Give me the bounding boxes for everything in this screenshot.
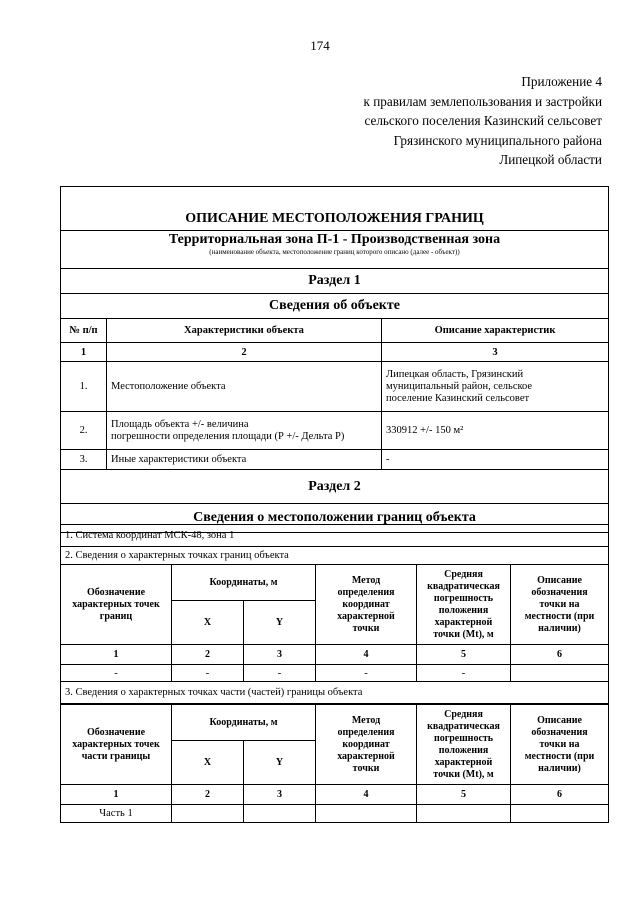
text-line: местности (при xyxy=(524,610,595,622)
doc-title: ОПИСАНИЕ МЕСТОПОЛОЖЕНИЯ ГРАНИЦ xyxy=(61,187,609,231)
col-number: 2 xyxy=(172,785,244,805)
table-row xyxy=(61,362,609,412)
text-line: - xyxy=(386,454,390,465)
text-line: местности (при xyxy=(524,750,595,762)
cell xyxy=(244,805,316,823)
cell xyxy=(316,805,417,823)
text-line: точки xyxy=(352,622,380,634)
text-line: Иные характеристики объекта xyxy=(111,454,247,465)
text-line: характерной xyxy=(337,610,395,622)
text-line: координат xyxy=(342,598,390,610)
text-line: определения xyxy=(337,726,395,738)
table-row xyxy=(61,412,609,450)
row-no: 1. xyxy=(61,362,107,412)
col-number: 3 xyxy=(244,645,316,665)
appendix-line: Липецкой области xyxy=(499,152,602,167)
text-line: погрешность xyxy=(433,592,494,604)
col-number: 5 xyxy=(417,785,511,805)
header-y: Y xyxy=(244,601,316,645)
cell xyxy=(172,805,244,823)
section1-title: Раздел 1 xyxy=(61,269,609,294)
text-line: характерных точек xyxy=(72,738,160,750)
col-number: 2 xyxy=(107,343,382,362)
text-line: Описание xyxy=(537,714,582,726)
boundary-points-table xyxy=(60,524,609,704)
row-description xyxy=(382,412,609,450)
header-description: Описание характеристик xyxy=(382,319,609,343)
header-method xyxy=(316,565,417,645)
header-x: X xyxy=(172,601,244,645)
appendix-line: к правилам землепользования и застройки xyxy=(363,93,602,109)
text-line: точки на xyxy=(539,598,580,610)
doc-hint: (наименование объекта, местоположение границ которого описано (далее - объект)) xyxy=(209,248,460,256)
col-number: 4 xyxy=(316,645,417,665)
row-description xyxy=(382,450,609,470)
header-point-description xyxy=(511,705,609,785)
header-method xyxy=(316,705,417,785)
text-line: точки (Mt), м xyxy=(433,768,494,780)
header-error xyxy=(417,705,511,785)
part-label: Часть 1 xyxy=(61,805,172,823)
header-designation xyxy=(61,565,172,645)
text-line: точки (Mt), м xyxy=(433,628,494,640)
cell: - xyxy=(61,665,172,682)
cell: - xyxy=(172,665,244,682)
row-characteristic xyxy=(107,450,382,470)
appendix-line: сельского поселения Казинский сельсовет xyxy=(364,113,602,128)
appendix-line: Приложение 4 xyxy=(521,74,602,89)
row-no: 2. xyxy=(61,412,107,450)
col-number: 2 xyxy=(172,645,244,665)
text-line: точки на xyxy=(539,738,580,750)
text-line: наличии) xyxy=(538,622,581,634)
text-line: обозначения xyxy=(531,586,588,598)
text-line: части границы xyxy=(81,750,151,762)
page-number: 174 xyxy=(310,38,330,53)
text-line: Обозначение xyxy=(86,726,146,738)
text-line: положения xyxy=(438,604,489,616)
col-number: 6 xyxy=(511,645,609,665)
text-line: муниципальный район, сельское xyxy=(386,380,533,392)
text-line: погрешность xyxy=(433,732,494,744)
appendix-header xyxy=(364,72,603,170)
coord-system: 1. Система координат МСК-48, зона 1 xyxy=(61,525,609,547)
text-line: Метод xyxy=(351,574,381,586)
text-line: 330912 +/- 150 м² xyxy=(386,424,464,436)
text-line: границ xyxy=(99,610,133,622)
header-coordinates: Координаты, м xyxy=(172,705,316,741)
part-caption: 3. Сведения о характерных точках части (частей) границы объекта xyxy=(61,682,609,704)
text-line: Обозначение xyxy=(86,586,146,598)
col-number: 3 xyxy=(382,343,609,362)
header-no: № п/п xyxy=(61,319,107,343)
text-line: Липецкая область, Грязинский xyxy=(386,368,524,380)
row-description xyxy=(382,362,609,412)
text-line: Метод xyxy=(351,714,381,726)
col-number: 1 xyxy=(61,785,172,805)
text-line: квадратическая xyxy=(427,720,500,732)
cell xyxy=(511,665,609,682)
cell xyxy=(417,805,511,823)
col-number: 1 xyxy=(61,645,172,665)
cell: - xyxy=(417,665,511,682)
col-number: 3 xyxy=(244,785,316,805)
row-characteristic xyxy=(107,362,382,412)
col-number: 1 xyxy=(61,343,107,362)
cell xyxy=(511,805,609,823)
table-row xyxy=(61,665,609,682)
text-line: обозначения xyxy=(531,726,588,738)
doc-subtitle-cell xyxy=(61,231,609,269)
section2-subtitle: Сведения о местоположении границ объекта xyxy=(61,504,609,533)
header-error xyxy=(417,565,511,645)
header-y: Y xyxy=(244,741,316,785)
text-line: характерной xyxy=(337,750,395,762)
text-line: Описание xyxy=(537,574,582,586)
cell: - xyxy=(244,665,316,682)
text-line: точки xyxy=(352,762,380,774)
col-number: 6 xyxy=(511,785,609,805)
text-line: Площадь объекта +/- величина xyxy=(111,418,249,430)
header-x: X xyxy=(172,741,244,785)
text-line: Средняя xyxy=(444,568,483,580)
part-points-table xyxy=(60,704,609,823)
row-characteristic xyxy=(107,412,382,450)
row-no: 3. xyxy=(61,450,107,470)
doc-subtitle: Территориальная зона П-1 - Производственная зона xyxy=(168,232,501,247)
section1-table xyxy=(60,186,609,533)
text-line: поселение Казинский сельсовет xyxy=(386,392,530,404)
text-line: координат xyxy=(342,738,390,750)
text-line: наличии) xyxy=(538,762,581,774)
text-line: положения xyxy=(438,744,489,756)
table-row xyxy=(61,450,609,470)
col-number: 5 xyxy=(417,645,511,665)
text-line: погрешности определения площади (Р +/- Дельта Р) xyxy=(111,430,345,442)
text-line: определения xyxy=(337,586,395,598)
text-line: Средняя xyxy=(444,708,483,720)
header-characteristics: Характеристики объекта xyxy=(107,319,382,343)
text-line: характерной xyxy=(434,756,493,768)
appendix-line: Грязинского муниципального района xyxy=(393,132,602,148)
text-line: Местоположение объекта xyxy=(111,380,226,392)
header-coordinates: Координаты, м xyxy=(172,565,316,601)
header-point-description xyxy=(511,565,609,645)
text-line: квадратическая xyxy=(427,580,500,592)
points-caption: 2. Сведения о характерных точках границ объекта xyxy=(61,547,609,565)
cell: - xyxy=(316,665,417,682)
text-line: характерной xyxy=(434,616,493,628)
table-row xyxy=(61,805,609,823)
text-line: характерных точек xyxy=(72,598,160,610)
section2-title: Раздел 2 xyxy=(61,470,609,504)
section1-subtitle: Сведения об объекте xyxy=(61,294,609,319)
header-designation xyxy=(61,705,172,785)
col-number: 4 xyxy=(316,785,417,805)
